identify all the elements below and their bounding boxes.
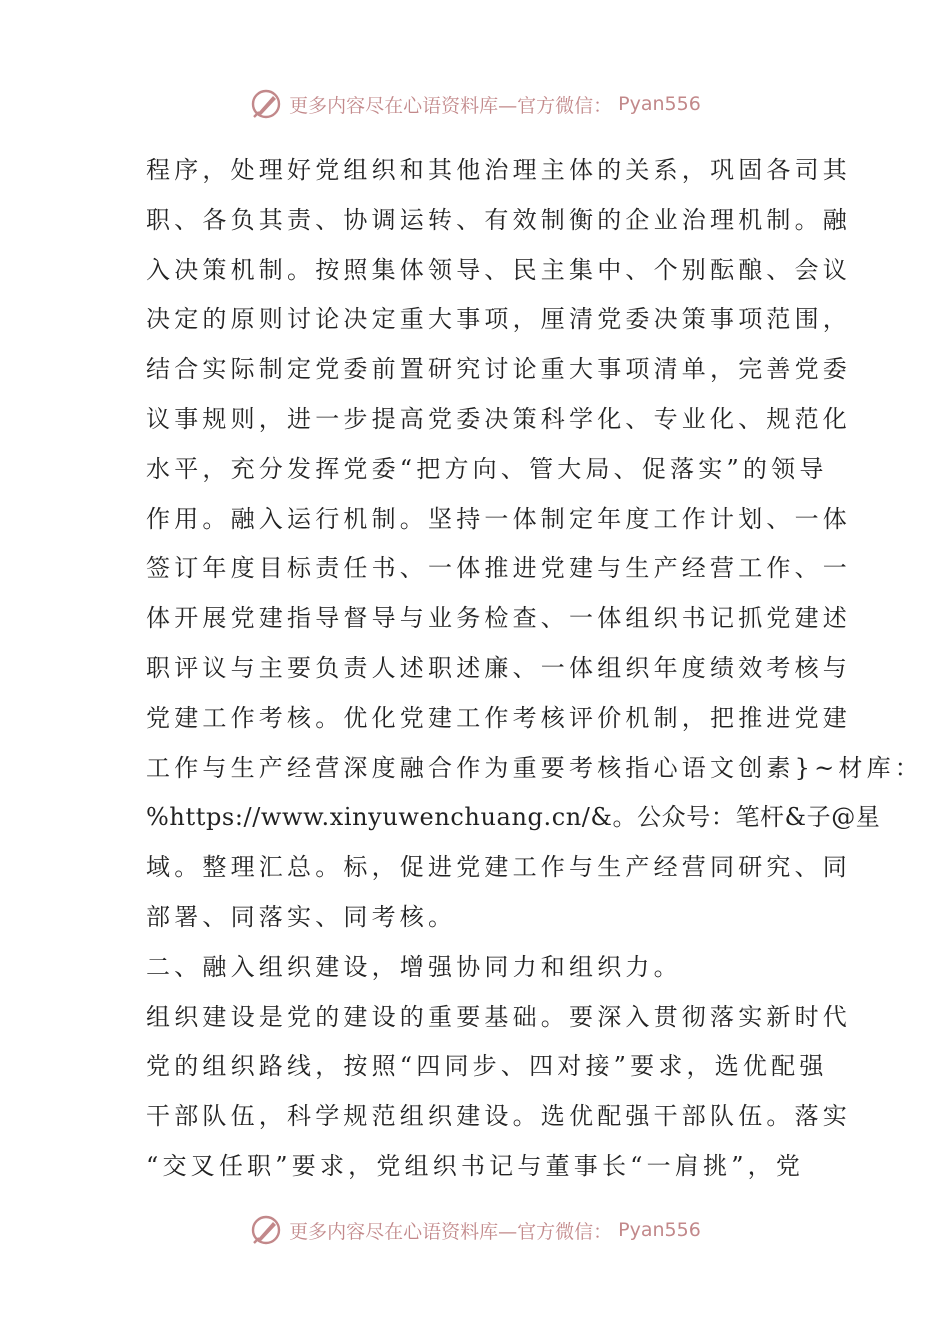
document-body: [146, 146, 923, 1192]
footer-watermark-handle: Pyan556: [618, 1219, 701, 1241]
body-line: “交叉任职”要求，党组织书记与董事长“一肩挑”，党: [146, 1151, 805, 1180]
body-line: 决定的原则讨论决定重大事项，厘清党委决策事项范围，: [146, 305, 851, 334]
body-line: 工作与生产经营深度融合作为重要考核指心语文创素}~材库：: [146, 753, 923, 782]
body-line: 体开展党建指导督导与业务检查、一体组织书记抓党建述: [146, 604, 851, 633]
body-line: 党建工作考核。优化党建工作考核评价机制，把推进党建: [146, 703, 851, 732]
body-line: 组织建设是党的建设的重要基础。要深入贯彻落实新时代: [146, 1002, 851, 1031]
body-line: 部署、同落实、同考核。: [146, 902, 457, 931]
header-watermark-text: 更多内容尽在心语资料库—官方微信：: [289, 94, 613, 117]
body-line: 议事规则，进一步提高党委决策科学化、专业化、规范化: [146, 404, 851, 433]
footer-watermark: [0, 1210, 950, 1250]
pen-nib-logo-icon: [249, 1213, 283, 1247]
body-line: 入决策机制。按照集体领导、民主集中、个别酝酿、会议: [146, 255, 851, 284]
body-line: 水平，充分发挥党委“把方向、管大局、促落实”的领导: [146, 454, 828, 483]
header-watermark: [0, 84, 950, 124]
body-line: 结合实际制定党委前置研究讨论重大事项清单，完善党委: [146, 355, 851, 384]
body-line-url: %https://www.xinyuwenchuang.cn/&。公众号：笔杆&子@星: [146, 803, 881, 832]
body-line: 职评议与主要负责人述职述廉、一体组织年度绩效考核与: [146, 653, 851, 682]
header-watermark-handle: Pyan556: [618, 93, 701, 115]
body-line: 作用。融入运行机制。坚持一体制定年度工作计划、一体: [146, 504, 851, 533]
body-line: 职、各负其责、协调运转、有效制衡的企业治理机制。融: [146, 205, 851, 234]
section-heading: 二、融入组织建设，增强协同力和组织力。: [146, 952, 682, 981]
pen-nib-logo-icon: [249, 87, 283, 121]
body-line: 域。整理汇总。标，促进党建工作与生产经营同研究、同: [146, 853, 851, 882]
body-line: 签订年度目标责任书、一体推进党建与生产经营工作、一: [146, 554, 851, 583]
body-line: 程序，处理好党组织和其他治理主体的关系，巩固各司其: [146, 156, 851, 184]
body-line: 党的组织路线，按照“四同步、四对接”要求，选优配强: [146, 1052, 828, 1081]
body-line: 干部队伍，科学规范组织建设。选优配强干部队伍。落实: [146, 1102, 851, 1131]
footer-watermark-text: 更多内容尽在心语资料库—官方微信：: [289, 1220, 613, 1243]
